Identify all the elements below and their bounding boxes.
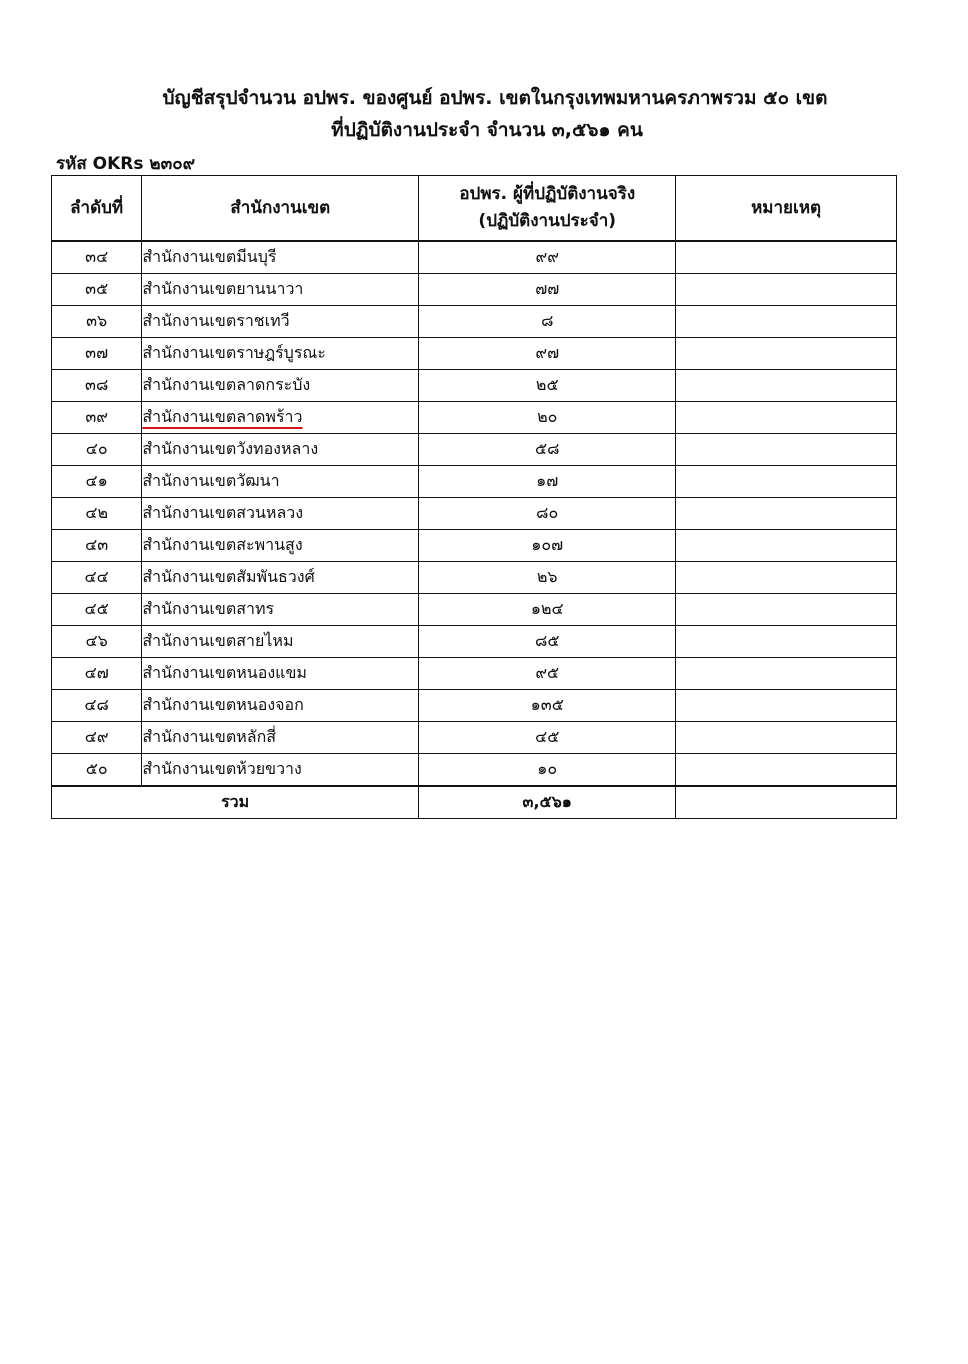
row-note [676,690,897,722]
row-note [676,274,897,306]
row-volunteer-count: ๒๐ [419,402,676,434]
row-note [676,722,897,754]
row-volunteer-count: ๒๖ [419,562,676,594]
title-line-2: ที่ปฏิบัติงานประจำ จำนวน ๓,๕๖๑ คน [331,119,643,141]
row-office-name: สำนักงานเขตหนองแขม [142,658,419,690]
total-row [52,786,897,819]
row-number: ๓๕ [52,274,142,306]
volunteer-summary-table [51,175,897,819]
okrs-code-label: รหัส OKRs ๒๓๐๙ [56,154,196,174]
row-number: ๓๗ [52,338,142,370]
row-note [676,530,897,562]
row-volunteer-count: ๘๐ [419,498,676,530]
row-volunteer-count: ๒๕ [419,370,676,402]
row-note [676,594,897,626]
row-volunteer-count: ๙๕ [419,658,676,690]
row-number: ๔๖ [52,626,142,658]
row-number: ๔๑ [52,466,142,498]
table-header-row [52,176,897,242]
row-office-name: สำนักงานเขตหลักสี่ [142,722,419,754]
table-row [52,466,897,498]
table-row [52,754,897,787]
row-number: ๔๙ [52,722,142,754]
row-number: ๓๘ [52,370,142,402]
highlighted-office-name: สำนักงานเขตลาดพร้าว [142,407,303,426]
table-row [52,274,897,306]
header-office: สำนักงานเขต [142,176,419,242]
table-row [52,530,897,562]
row-volunteer-count: ๑๒๔ [419,594,676,626]
row-number: ๔๕ [52,594,142,626]
row-number: ๕๐ [52,754,142,787]
table-row [52,498,897,530]
row-number: ๓๔ [52,241,142,274]
row-office-name: สำนักงานเขตสวนหลวง [142,498,419,530]
row-note [676,658,897,690]
row-office-name: สำนักงานเขตลาดกระบัง [142,370,419,402]
row-volunteer-count: ๗๗ [419,274,676,306]
row-note [676,338,897,370]
header-count-line1: อปพร. ผู้ที่ปฏิบัติงานจริง [459,184,636,204]
table-row [52,241,897,274]
header-count-line2: (ปฏิบัติงานประจำ) [478,211,617,231]
row-volunteer-count: ๑๗ [419,466,676,498]
table-body [52,241,897,786]
header-note: หมายเหตุ [676,176,897,242]
row-office-name: สำนักงานเขตหนองจอก [142,690,419,722]
total-note [676,786,897,819]
header-count [419,176,676,242]
row-office-name: สำนักงานเขตราษฎร์บูรณะ [142,338,419,370]
row-office-name: สำนักงานเขตสัมพันธวงศ์ [142,562,419,594]
row-office-name: สำนักงานเขตสาทร [142,594,419,626]
table-row [52,690,897,722]
table-row [52,370,897,402]
row-office-name: สำนักงานเขตราชเทวี [142,306,419,338]
row-note [676,498,897,530]
row-number: ๔๐ [52,434,142,466]
row-volunteer-count: ๙๙ [419,241,676,274]
row-note [676,241,897,274]
row-volunteer-count: ๕๘ [419,434,676,466]
row-office-name [142,402,419,434]
row-office-name: สำนักงานเขตมีนบุรี [142,241,419,274]
row-volunteer-count: ๙๗ [419,338,676,370]
row-note [676,370,897,402]
row-note [676,306,897,338]
row-office-name: สำนักงานเขตห้วยขวาง [142,754,419,787]
row-number: ๔๒ [52,498,142,530]
row-note [676,434,897,466]
row-note [676,466,897,498]
row-office-name: สำนักงานเขตสะพานสูง [142,530,419,562]
row-note [676,402,897,434]
document-title [0,82,968,146]
total-label: รวม [52,786,419,819]
row-volunteer-count: ๔๕ [419,722,676,754]
table-row [52,658,897,690]
table-row [52,626,897,658]
row-volunteer-count: ๑๓๕ [419,690,676,722]
row-number: ๓๙ [52,402,142,434]
row-number: ๔๘ [52,690,142,722]
table-row [52,594,897,626]
row-volunteer-count: ๘๕ [419,626,676,658]
row-note [676,626,897,658]
table-row [52,402,897,434]
table-row [52,338,897,370]
row-volunteer-count: ๑๐ [419,754,676,787]
row-number: ๔๗ [52,658,142,690]
total-value: ๓,๕๖๑ [419,786,676,819]
table-row [52,306,897,338]
row-number: ๔๓ [52,530,142,562]
row-office-name: สำนักงานเขตวัฒนา [142,466,419,498]
table-row [52,562,897,594]
row-note [676,562,897,594]
table-row [52,434,897,466]
row-volunteer-count: ๘ [419,306,676,338]
title-line-1: บัญชีสรุปจำนวน อปพร. ของศูนย์ อปพร. เขตในกรุงเทพมหานครภาพรวม ๕๐ เขต [162,87,828,109]
row-office-name: สำนักงานเขตยานนาวา [142,274,419,306]
row-office-name: สำนักงานเขตวังทองหลาง [142,434,419,466]
row-number: ๓๖ [52,306,142,338]
row-office-name: สำนักงานเขตสายไหม [142,626,419,658]
header-no: ลำดับที่ [52,176,142,242]
row-number: ๔๔ [52,562,142,594]
row-volunteer-count: ๑๐๗ [419,530,676,562]
table-row [52,722,897,754]
row-note [676,754,897,787]
